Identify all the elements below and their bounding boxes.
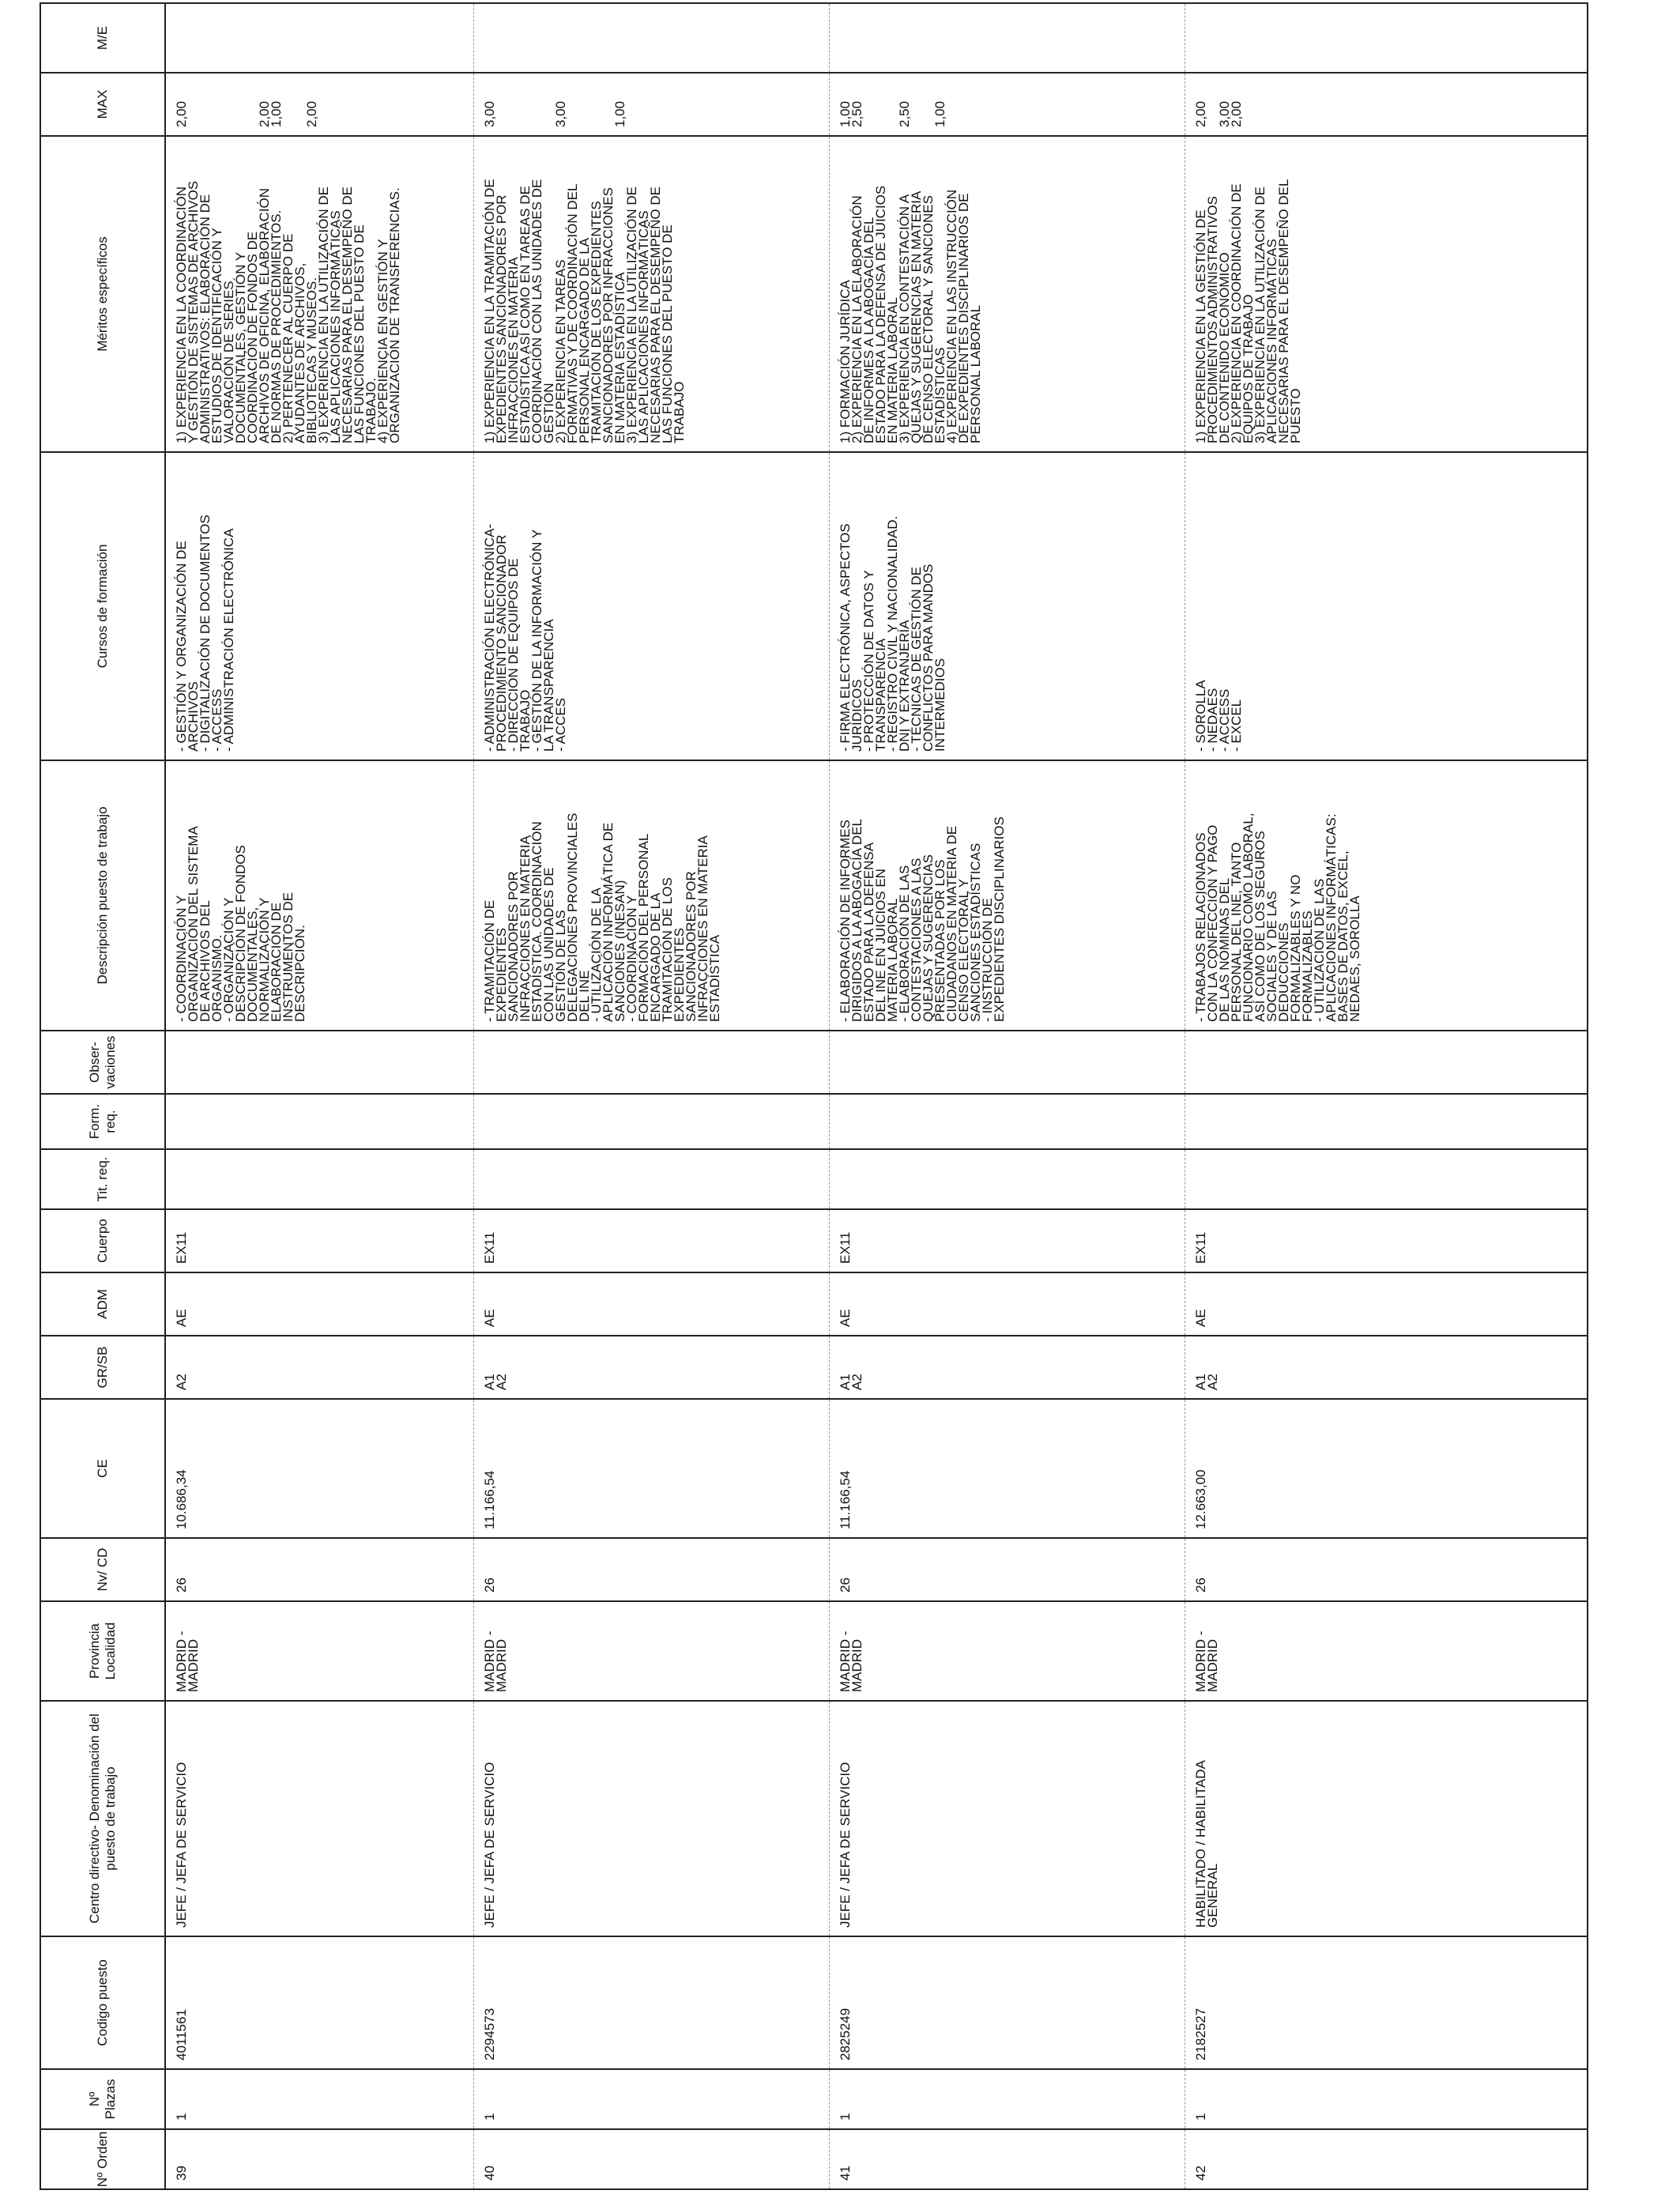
cell-me xyxy=(165,3,473,73)
cell-codigo: 2182527 xyxy=(1185,1936,1588,2069)
cell-descripcion: - TRAMITACIÓN DE EXPEDIENTES SANCIONADORES POR INFRACCIONES EN MATERIA ESTADÍSTICA. COORDINACIÓN CON LAS UNIDADES DE GESTIÓN DE LAS DELEGACIONES PROVINCIALES DEL INE - UTILIZACIÓN DE LA APLICACIÓN INFORMÁTICA DE SANCIONES (INESAN) - COORDINACIÓN Y FORMACIÓN DEL PERSONAL ENCARGADO DE LA TRAMITACIÓN DE LOS EXPEDIENTES SANCIONADORES POR INFRACCIONES EN MATERIA ESTADÍSTICA xyxy=(473,760,829,1031)
cell-tit xyxy=(1185,1149,1588,1209)
header-adm: ADM xyxy=(40,1272,165,1336)
cell-grupo: A1 A2 xyxy=(473,1336,829,1399)
cell-adm: AE xyxy=(1185,1272,1588,1336)
cell-max: 1,00 2,50 2,50 1,00 xyxy=(829,73,1185,136)
cell-obs xyxy=(829,1031,1185,1094)
cell-centro: JEFE / JEFA DE SERVICIO xyxy=(473,1701,829,1936)
cell-nivel: 26 xyxy=(473,1538,829,1601)
cell-provincia: MADRID - MADRID xyxy=(1185,1601,1588,1701)
cell-me xyxy=(829,3,1185,73)
cell-nivel: 26 xyxy=(1185,1538,1588,1601)
cell-plazas: 1 xyxy=(1185,2069,1588,2129)
cell-orden: 39 xyxy=(165,2129,473,2189)
cell-adm: AE xyxy=(165,1272,473,1336)
header-nivel: Nv/ CD xyxy=(40,1538,165,1601)
cell-plazas: 1 xyxy=(829,2069,1185,2129)
cell-meritos: 1) FORMACIÓN JURÍDICA 2) EXPERIENCIA EN LA ELABORACIÓN DE INFORMES A LA ABOGACÍA DEL ESTADO PARA LA DEFENSA DE JUICIOS EN MATERIA LABORAL 3) EXPERIENCIA EN CONTESTACIÓN A QUEJAS Y SUGERENCIAS EN MATERIA DE CENSO ELECTORAL Y SANCIONES ESTADÍSTICAS 4) EXPERIENCIA EN LAS INSTRUCCIÓN DE EXPEDIENTES DISCIPLINARIOS DE PERSONAL LABORAL xyxy=(829,136,1185,452)
header-provincia: Provincia Localidad xyxy=(40,1601,165,1701)
cell-descripcion: - ELABORACIÓN DE INFORMES DIRIGIDOS A LA ABOGACÍA DEL ESTADO PARA LA DEFENSA DEL INE EN JUICIOS EN MATERIA LABORAL - ELABORACIÓN DE LAS CONTESTACIONES A LAS QUEJAS Y SUGERENCIAS PRESENTADAS POR LOS CIUDADANOS EN MATERIA DE CENSO ELECTORAL Y SANCIONES ESTADÍSTICAS - INSTRUCCIÓN DE EXPEDIENTES DISCIPLINARIOS xyxy=(829,760,1185,1031)
header-tit: Tit. req. xyxy=(40,1149,165,1209)
header-ce: CE xyxy=(40,1399,165,1538)
cell-form xyxy=(473,1094,829,1149)
table-row xyxy=(473,3,829,2189)
cell-cuerpo: EX11 xyxy=(473,1209,829,1272)
cell-obs xyxy=(473,1031,829,1094)
cell-cursos: - SOROLLA - NEDAES - ACCESS - EXCEL xyxy=(1185,452,1588,760)
header-me: M/E xyxy=(40,3,165,73)
cell-ce: 10.686,34 xyxy=(165,1399,473,1538)
cell-tit xyxy=(165,1149,473,1209)
header-row xyxy=(40,3,165,2189)
cell-me xyxy=(473,3,829,73)
table-row xyxy=(829,3,1185,2189)
cell-cursos: - GESTIÓN Y ORGANIZACIÓN DE ARCHIVOS - DIGITALIZACIÓN DE DOCUMENTOS - ACCESS - ADMINISTRACIÓN ELECTRÓNICA xyxy=(165,452,473,760)
cell-centro: JEFE / JEFA DE SERVICIO xyxy=(829,1701,1185,1936)
header-cursos: Cursos de formación xyxy=(40,452,165,760)
cell-grupo: A2 xyxy=(165,1336,473,1399)
cell-centro: JEFE / JEFA DE SERVICIO xyxy=(165,1701,473,1936)
header-codigo: Codigo puesto xyxy=(40,1936,165,2069)
cell-orden: 41 xyxy=(829,2129,1185,2189)
cell-plazas: 1 xyxy=(473,2069,829,2129)
cell-provincia: MADRID - MADRID xyxy=(473,1601,829,1701)
header-grupo: GR/SB xyxy=(40,1336,165,1399)
header-centro: Centro directivo- Denominación del puesto de trabajo xyxy=(40,1701,165,1936)
cell-centro: HABILITADO / HABILITADA GENERAL xyxy=(1185,1701,1588,1936)
cell-cuerpo: EX11 xyxy=(165,1209,473,1272)
cell-nivel: 26 xyxy=(829,1538,1185,1601)
header-descripcion: Descripción puesto de trabajo xyxy=(40,760,165,1031)
header-obs: Obser- vaciones xyxy=(40,1031,165,1094)
cell-max: 3,00 3,00 1,00 xyxy=(473,73,829,136)
cell-descripcion: - TRABAJOS RELACIONADOS CON LA CONFECCIÓN Y PAGO DE LAS NÓMINAS DEL PERSONAL DEL INE, TANTO FUNCIONARIO COMO LABORAL, ASÍ COMO DE LOS SEGUROS SOCIALES Y DE LAS DEDUCCIONES FORMALIZABLES Y NO FORMALIZABLES - UTILIZACIÓN DE LAS APLICACIONES INFORMÁTICAS: BASES DE DATOS, EXCEL, NEDAES, SOROLLA xyxy=(1185,760,1588,1031)
cell-codigo: 2825249 xyxy=(829,1936,1185,2069)
cell-ce: 11.166,54 xyxy=(473,1399,829,1538)
table-row xyxy=(165,3,473,2189)
cell-cuerpo: EX11 xyxy=(1185,1209,1588,1272)
cell-form xyxy=(165,1094,473,1149)
cell-adm: AE xyxy=(829,1272,1185,1336)
cell-form xyxy=(829,1094,1185,1149)
cell-provincia: MADRID - MADRID xyxy=(829,1601,1185,1701)
cell-obs xyxy=(1185,1031,1588,1094)
cell-tit xyxy=(473,1149,829,1209)
header-plazas: Nº Plazas xyxy=(40,2069,165,2129)
cell-grupo: A1 A2 xyxy=(829,1336,1185,1399)
cell-tit xyxy=(829,1149,1185,1209)
header-cuerpo: Cuerpo xyxy=(40,1209,165,1272)
header-meritos: Méritos específicos xyxy=(40,136,165,452)
cell-ce: 11.166,54 xyxy=(829,1399,1185,1538)
cell-adm: AE xyxy=(473,1272,829,1336)
cell-max: 2,00 2,00 1,00 2,00 xyxy=(165,73,473,136)
cell-max: 2,00 3,00 2,00 xyxy=(1185,73,1588,136)
cell-meritos: 1) EXPERIENCIA EN LA COORDINACIÓN Y GESTIÓN DE SISTEMAS DE ARCHIVOS ADMINISTRATIVOS: ELABORACIÓN DE ESTUDIOS DE IDENTIFICACIÓN Y VALORACIÓN DE SERIES DOCUMENTALES, GESTIÓN Y COORDINACIÓN DE FONDOS DE ARCHIVOS DE OFICINA, ELABORACIÓN DE NORMAS DE PROCEDIMIENTOS. 2) PERTENECER AL CUERPO DE AYUDANTES DE ARCHIVOS, BIBLIOTECAS Y MUSEOS. 3) EXPERIENCIA EN LA UTILIZACIÓN DE LAS APLICACIONES INFORMÁTICAS NECESARIAS PARA EL DESEMPEÑO DE LAS FUNCIONES DEL PUESTO DE TRABAJO. 4) EXPERIENCIA EN GESTIÓN Y ORGANIZACIÓN DE TRANSFERENCIAS. xyxy=(165,136,473,452)
cell-descripcion: - COORDINACIÓN Y ORGANIZACIÓN DEL SISTEMA DE ARCHIVOS DEL ORGANISMO. - ORGANIZACIÓN Y DESCRIPCIÓN DE FONDOS DOCUMENTALES, NORMALIZACIÓN Y ELABORACIÓN DE INSTRUMENTOS DE DESCRIPCIÓN. xyxy=(165,760,473,1031)
header-form: Form. req. xyxy=(40,1094,165,1149)
cell-cursos: - ADMINISTRACIÓN ELECTRÓNICA- PROCEDIMIENTO SANCIONADOR - DIRECCIÓN DE EQUIPOS DE TRABAJO - GESTIÓN DE LA INFORMACIÓN Y LA TRANSPARENCIA - ACCES xyxy=(473,452,829,760)
cell-codigo: 4011561 xyxy=(165,1936,473,2069)
cell-meritos: 1) EXPERIENCIA EN LA GESTIÓN DE PROCEDIMIENTOS ADMINISTRATIVOS DE CONTENIDO ECONÓMICO 2) EXPERIENCIA EN COORDINACIÓN DE EQUIPOS DE TRABAJO 3) EXPERIENCIA EN LA UTILIZACIÓN DE APLICACIONES INFORMÁTICAS NECESARIAS PARA EL DESEMPEÑO DEL PUESTO xyxy=(1185,136,1588,452)
header-max: MAX xyxy=(40,73,165,136)
cell-form xyxy=(1185,1094,1588,1149)
cell-plazas: 1 xyxy=(165,2069,473,2129)
positions-table xyxy=(40,2,1588,2190)
cell-provincia: MADRID - MADRID xyxy=(165,1601,473,1701)
cell-obs xyxy=(165,1031,473,1094)
cell-cursos: - FIRMA ELECTRÓNICA, ASPECTOS JURÍDICOS - PROTECCIÓN DE DATOS Y TRANSPARENCIA - REGISTRO CIVIL Y NACIONALIDAD. DNI Y EXTRANJERÍA - TÉCNICAS DE GESTIÓN DE CONFLICTOS PARA MANDOS INTERMEDIOS xyxy=(829,452,1185,760)
cell-ce: 12.663,00 xyxy=(1185,1399,1588,1538)
cell-grupo: A1 A2 xyxy=(1185,1336,1588,1399)
cell-nivel: 26 xyxy=(165,1538,473,1601)
cell-orden: 40 xyxy=(473,2129,829,2189)
table-row xyxy=(1185,3,1588,2189)
cell-orden: 42 xyxy=(1185,2129,1588,2189)
cell-codigo: 2294573 xyxy=(473,1936,829,2069)
cell-meritos: 1) EXPERIENCIA EN LA TRAMITACIÓN DE EXPEDIENTES SANCIONADORES POR INFRACCIONES EN MATERIA ESTADÍSTICA ASÍ COMO EN TAREAS DE COORDINACIÓN CON LAS UNIDADES DE GESTIÓN 2) EXPERIENCIA EN TAREAS FORMATIVAS Y DE COORDINACIÓN DEL PERSONAL ENCARGADO DE LA TRAMITACIÓN DE LOS EXPEDIENTES SANCIONADORES POR INFRACCIONES EN MATERIA ESTADÍSTICA 3) EXPERIENCIA EN LA UTILIZACIÓN DE LAS APLICACIONES INFORMÁTICAS NECESARIAS PARA EL DESEMPEÑO DE LAS FUNCIONES DEL PUESTO DE TRABAJO xyxy=(473,136,829,452)
cell-cuerpo: EX11 xyxy=(829,1209,1185,1272)
header-orden: Nº Orden xyxy=(40,2129,165,2189)
cell-me xyxy=(1185,3,1588,73)
rotated-document-page xyxy=(40,4,1585,2190)
